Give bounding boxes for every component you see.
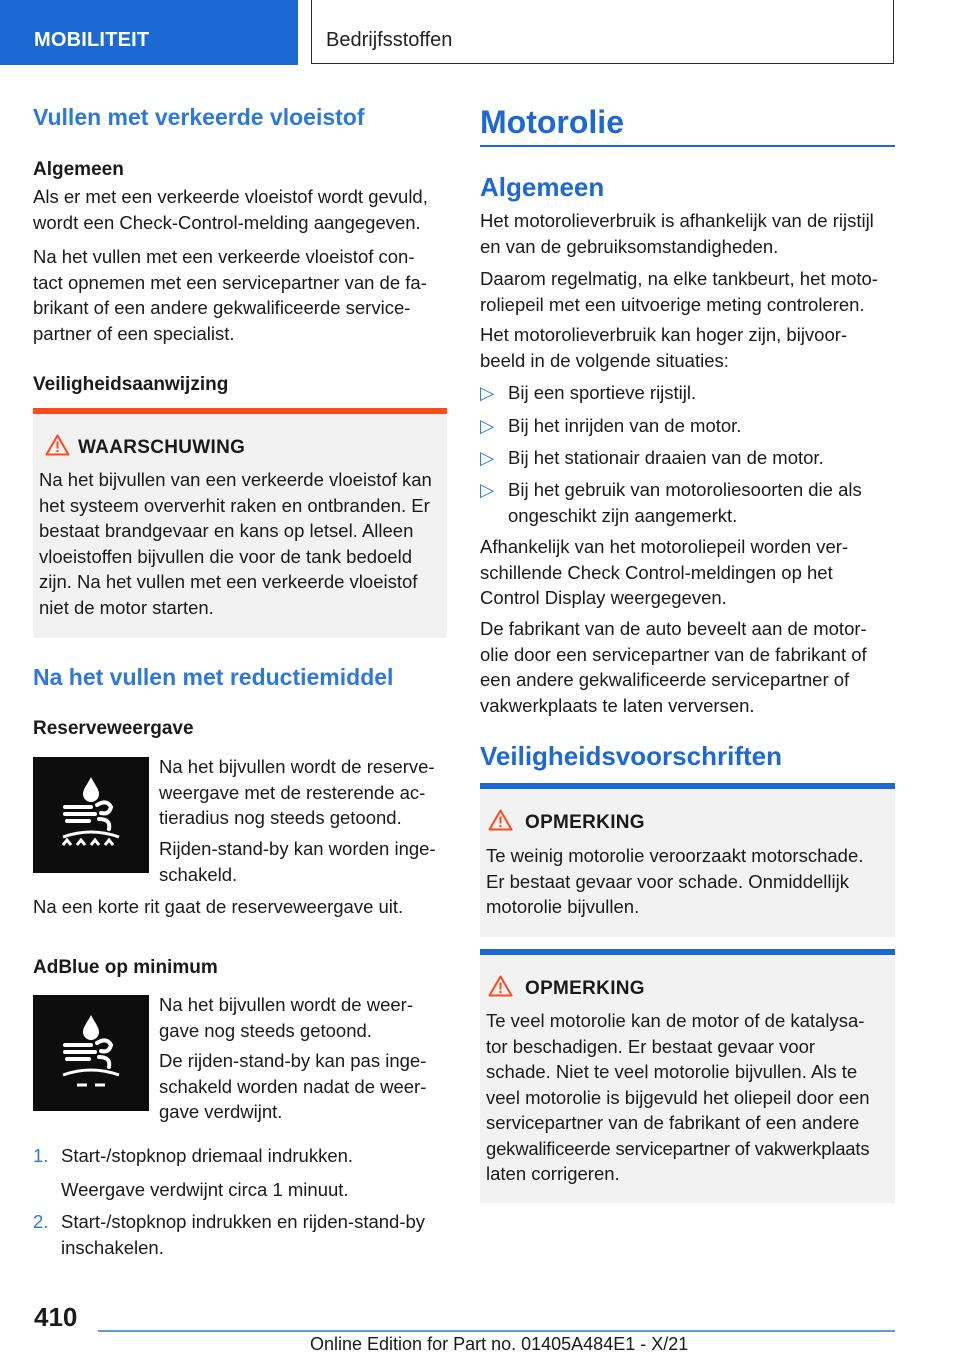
text-line: schakeld worden nadat de weer- bbox=[159, 1075, 427, 1097]
text-line: Rijden-stand-by kan worden inge- bbox=[159, 838, 436, 859]
text-line: Het motorolieverbruik is afhankelijk van de rijstijl bbox=[480, 210, 874, 231]
step-number: 1. bbox=[33, 1145, 49, 1166]
warning-triangle-icon bbox=[45, 434, 70, 456]
text-line: wordt een Check-Control-melding aangegeven. bbox=[33, 211, 421, 233]
paragraph-reserve-2 bbox=[159, 836, 436, 887]
paragraph-adblue-2 bbox=[159, 1048, 426, 1125]
paragraph-adblue-1 bbox=[159, 992, 413, 1043]
step-number: 2. bbox=[33, 1211, 49, 1232]
bullet-text: Bij een sportieve rijstijl. bbox=[508, 382, 697, 403]
text-line: roliepeil met een uitvoerige meting controleren. bbox=[480, 293, 865, 315]
triangle-bullet-icon: ▷ bbox=[480, 415, 495, 436]
paragraph-oil-1 bbox=[480, 208, 874, 259]
text-line: tact opnemen met een servicepartner van de fa- bbox=[33, 271, 427, 293]
note-bar bbox=[480, 783, 895, 789]
heading-adblue: AdBlue op minimum bbox=[33, 957, 218, 978]
warning-bar bbox=[33, 408, 447, 414]
warning-box bbox=[33, 408, 447, 638]
note-bar bbox=[480, 949, 895, 955]
text-line: en van de gebruiksomstandigheden. bbox=[480, 235, 779, 257]
step-text: Start-/stopknop driemaal indrukken. bbox=[61, 1145, 354, 1166]
bullet-text: Bij het stationair draaien van de motor. bbox=[508, 447, 824, 468]
text-line: De rijden-stand-by kan pas inge- bbox=[159, 1050, 427, 1071]
text-line: Te weinig motorolie veroorzaakt motorschade. bbox=[486, 845, 864, 866]
text-line: bestaat brandgevaar en kans op letsel. Alleen bbox=[39, 520, 414, 541]
section-tab bbox=[0, 0, 298, 65]
text-line: weergave met de resterende ac- bbox=[159, 781, 426, 803]
text-line: Na het bijvullen wordt de weer- bbox=[159, 994, 413, 1015]
note-box bbox=[480, 783, 895, 937]
heading-wrong-fluid: Vullen met verkeerde vloeistof bbox=[33, 104, 365, 130]
text-line: Bij het gebruik van motoroliesoorten die als bbox=[508, 479, 862, 500]
adblue-minimum-icon bbox=[33, 995, 149, 1111]
reductant-reserve-icon bbox=[33, 757, 149, 873]
text-line: zijn. Na het vullen met een verkeerde vloeistof bbox=[39, 571, 418, 592]
text-line: olie door een servicepartner van de fabrikant of bbox=[480, 643, 867, 665]
text-line: veel motorolie is bijgevuld het oliepeil door een bbox=[486, 1086, 870, 1108]
note-box bbox=[480, 949, 895, 1203]
text-line: Daarom regelmatig, na elke tankbeurt, het moto- bbox=[480, 268, 878, 289]
triangle-bullet-icon: ▷ bbox=[480, 447, 495, 468]
heading-general-left: Algemeen bbox=[33, 159, 124, 180]
text-line: schade. Niet te veel motorolie bijvullen. Als te bbox=[486, 1061, 858, 1082]
page-title: Motorolie bbox=[480, 104, 624, 140]
text-line: gave verdwijnt. bbox=[159, 1101, 283, 1122]
text-line: een andere gekwalificeerde servicepartner of bbox=[480, 669, 850, 690]
text-line: inschakelen. bbox=[61, 1236, 164, 1258]
text-line: Te veel motorolie kan de motor of de katalysa- bbox=[486, 1010, 865, 1031]
triangle-bullet-icon: ▷ bbox=[480, 382, 495, 403]
paragraph-oil-5 bbox=[480, 616, 867, 718]
text-line: servicepartner van de fabrikant of een andere bbox=[486, 1112, 860, 1133]
step-text: Weergave verdwijnt circa 1 minuut. bbox=[61, 1179, 349, 1200]
warning-text bbox=[39, 467, 432, 620]
note-title: OPMERKING bbox=[525, 812, 645, 833]
heading-reductant: Na het vullen met reductiemiddel bbox=[33, 664, 394, 690]
note-text bbox=[486, 1008, 870, 1187]
heading-safety-left: Veiligheidsaanwijzing bbox=[33, 374, 229, 395]
heading-safety-right: Veiligheidsvoorschriften bbox=[480, 741, 782, 771]
text-line: De fabrikant van de auto beveelt aan de motor- bbox=[480, 618, 867, 639]
step-text bbox=[61, 1209, 425, 1260]
text-line: motorolie bijvullen. bbox=[486, 896, 640, 917]
heading-general-right: Algemeen bbox=[480, 172, 605, 202]
heading-reserve: Reserveweergave bbox=[33, 718, 194, 739]
text-line: Na het bijvullen van een verkeerde vloeistof kan bbox=[39, 469, 432, 490]
bullet-text: Bij het inrijden van de motor. bbox=[508, 415, 742, 436]
paragraph-wrong-fluid-2 bbox=[33, 244, 427, 346]
text-line: Het motorolieverbruik kan hoger zijn, bijvoor- bbox=[480, 324, 848, 345]
text-line: Start-/stopknop indrukken en rijden-stand-by bbox=[61, 1211, 426, 1232]
bullet-text bbox=[508, 477, 862, 528]
text-line: schakeld. bbox=[159, 863, 238, 885]
note-triangle-icon bbox=[488, 809, 513, 831]
text-line: niet de motor starten. bbox=[39, 596, 214, 618]
text-line: tieradius nog steeds getoond. bbox=[159, 807, 402, 828]
paragraph-wrong-fluid-1 bbox=[33, 184, 428, 235]
paragraph-oil-4 bbox=[480, 534, 848, 611]
text-line: beeld in de volgende situaties: bbox=[480, 349, 729, 371]
paragraph-oil-2 bbox=[480, 266, 878, 317]
text-line: Na het bijvullen wordt de reserve- bbox=[159, 756, 435, 777]
text-line: Als er met een verkeerde vloeistof wordt gevuld, bbox=[33, 186, 428, 207]
text-line: Control Display weergegeven. bbox=[480, 587, 727, 608]
text-line: brikant of een andere gekwalificeerde service- bbox=[33, 297, 411, 318]
paragraph-reserve-3 bbox=[33, 894, 403, 920]
footer-rule bbox=[98, 1330, 895, 1332]
text-line: vakwerkplaats te laten verversen. bbox=[480, 694, 755, 716]
text-line: ongeschikt zijn aangemerkt. bbox=[508, 504, 738, 526]
note-title: OPMERKING bbox=[525, 978, 645, 999]
text-line: Er bestaat gevaar voor schade. Onmiddellijk bbox=[486, 870, 849, 892]
text-line: gave nog steeds getoond. bbox=[159, 1019, 372, 1041]
text-line: vloeistoffen bijvullen die voor de tank bedoeld bbox=[39, 545, 412, 567]
warning-title: WAARSCHUWING bbox=[78, 437, 246, 458]
text-line: tor beschadigen. Er bestaat gevaar voor bbox=[486, 1035, 816, 1057]
triangle-bullet-icon: ▷ bbox=[480, 479, 495, 500]
chapter-box bbox=[311, 0, 894, 64]
paragraph-reserve-1 bbox=[159, 754, 435, 831]
note-text bbox=[486, 843, 863, 920]
paragraph-oil-3 bbox=[480, 322, 847, 373]
page-number: 410 bbox=[34, 1302, 78, 1332]
text-line: partner of een specialist. bbox=[33, 322, 235, 344]
chapter-label: Bedrijfsstoffen bbox=[326, 29, 453, 51]
text-line: laten corrigeren. bbox=[486, 1163, 620, 1184]
edition-text: Online Edition for Part no. 01405A484E1 - X/21 bbox=[310, 1334, 689, 1354]
note-triangle-icon bbox=[488, 975, 513, 997]
text-line: schillende Check Control-meldingen op het bbox=[480, 561, 833, 583]
section-label: MOBILITEIT bbox=[34, 29, 150, 51]
text-line: gekwalificeerde servicepartner of vakwerkplaats bbox=[486, 1137, 870, 1159]
text-line: Afhankelijk van het motoroliepeil worden ver- bbox=[480, 536, 849, 557]
title-rule bbox=[480, 145, 895, 147]
text-line: Na een korte rit gaat de reserveweergave uit. bbox=[33, 896, 404, 917]
text-line: het systeem oververhit raken en ontbranden. Er bbox=[39, 494, 430, 516]
text-line: Na het vullen met een verkeerde vloeistof con- bbox=[33, 246, 415, 267]
